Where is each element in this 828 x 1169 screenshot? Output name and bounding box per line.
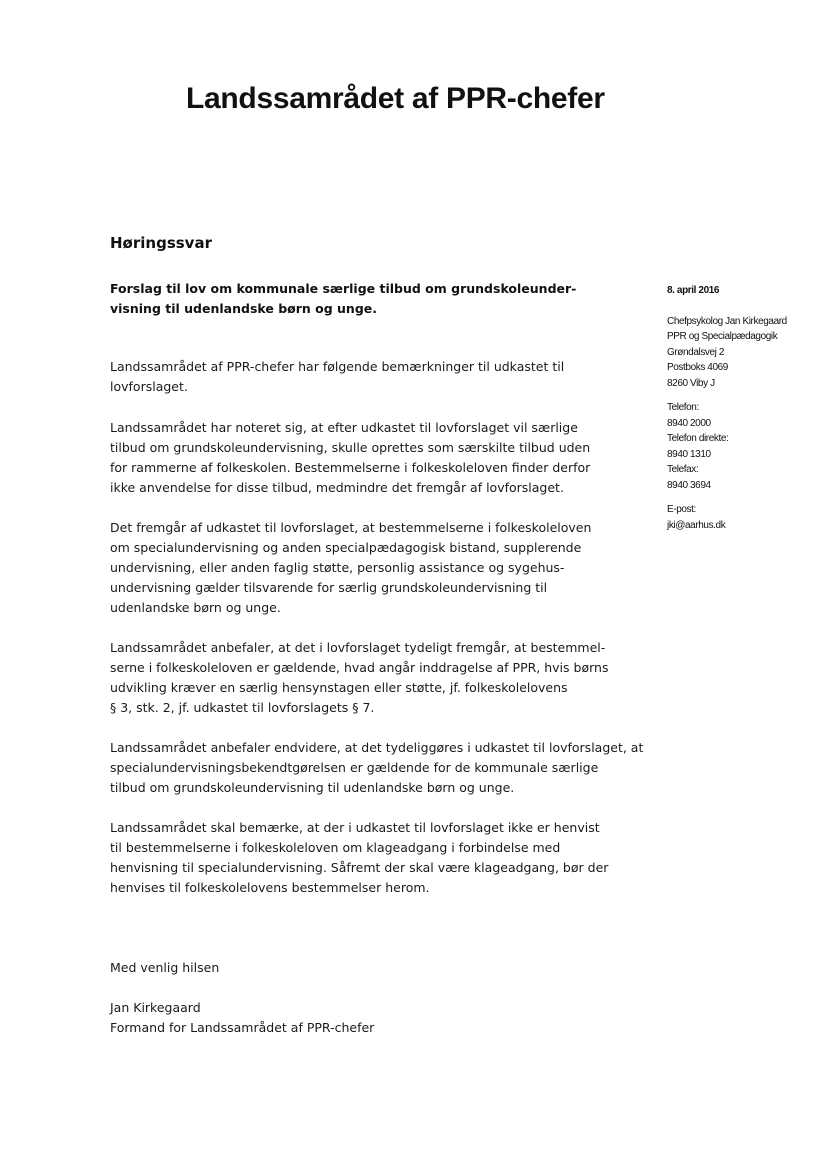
direct-phone-value: 8940 1310 [667,448,711,460]
body-paragraph [110,418,670,498]
signature-block [110,998,374,1038]
subject-line: Forslag til lov om kommunale særlige tilbud om grundskoleunder- [110,281,577,296]
subject-line: visning til udenlandske børn og unge. [110,301,377,316]
contact-numbers [667,400,817,493]
paragraph-line: serne i folkeskoleloven er gældende, hvad angår inddragelse af PPR, hvis børns [110,660,609,675]
paragraph-line: Det fremgår af udkastet til lovforslaget, at bestemmelserne i folkeskoleloven [110,520,592,535]
paragraph-line: Landssamrådet anbefaler endvidere, at det tydeliggøres i udkastet til lovforslaget, at [110,740,644,755]
email-value: jki@aarhus.dk [667,519,726,531]
paragraph-line: Landssamrådet anbefaler, at det i lovforslaget tydeligt fremgår, at bestemmel- [110,640,606,655]
fax-label: Telefax: [667,464,699,475]
sender-line: Grøndalsvej 2 [667,346,725,358]
phone-label: Telefon: [667,402,699,413]
body-paragraph [110,638,670,718]
subject-heading [110,279,620,319]
paragraph-line: om specialundervisning og anden specialpædagogisk bistand, supplerende [110,540,582,555]
direct-phone-label: Telefon direkte: [667,433,729,444]
page-title: Landssamrådet af PPR-chefer [186,82,605,115]
paragraph-line: undervisning gælder tilsvarende for særlig grundskoleundervisning til [110,580,548,595]
body-paragraph [110,518,670,618]
sender-info-sidebar [667,283,817,542]
paragraph-line: Landssamrådet skal bemærke, at der i udkastet til lovforslaget ikke er henvist [110,820,600,835]
paragraph-line: § 3, stk. 2, jf. udkastet til lovforslagets § 7. [110,700,375,715]
sender-line: 8260 Viby J [667,377,715,389]
paragraph-line: udenlandske børn og unge. [110,600,281,615]
closing-greeting [110,958,219,978]
paragraph-line: til bestemmelserne i folkeskoleloven om klageadgang i forbindelse med [110,840,561,855]
email-block [667,502,817,533]
paragraph-line: henvisning til specialundervisning. Såfremt der skal være klageadgang, bør der [110,860,609,875]
phone-value: 8940 2000 [667,417,711,429]
document-type-heading: Høringssvar [110,234,212,252]
paragraph-line: udvikling kræver en særlig hensynstagen eller støtte, jf. folkeskolelovens [110,680,568,695]
paragraph-line: henvises til folkeskolelovens bestemmelser herom. [110,880,430,895]
paragraph-line: ikke anvendelse for disse tilbud, medmindre det fremgår af lovforslaget. [110,480,564,495]
paragraph-line: tilbud om grundskoleundervisning, skulle oprettes som særskilte tilbud uden [110,440,591,455]
paragraph-line: tilbud om grundskoleundervisning til udenlandske børn og unge. [110,780,515,795]
sender-line: Chefpsykolog Jan Kirkegaard [667,315,787,327]
paragraph-line: undervisning, eller anden faglig støtte, personlig assistance og sygehus- [110,560,565,575]
fax-value: 8940 3694 [667,479,711,491]
body-paragraph [110,818,670,898]
sender-line: PPR og Specialpædagogik [667,331,778,342]
signer-name: Jan Kirkegaard [110,1000,201,1015]
body-paragraph [110,357,670,397]
sender-address [667,314,817,392]
signer-title: Formand for Landssamrådet af PPR-chefer [110,1020,375,1035]
body-paragraph [110,738,670,798]
paragraph-line: specialundervisningsbekendtgørelsen er gældende for de kommunale særlige [110,760,599,775]
paragraph-line: Landssamrådet af PPR-chefer har følgende bemærkninger til udkastet til [110,359,565,374]
paragraph-line: lovforslaget. [110,379,188,394]
letter-date: 8. april 2016 [667,285,720,296]
paragraph-line: for rammerne af folkeskolen. Bestemmelserne i folkeskoleloven finder derfor [110,460,591,475]
sender-line: Postboks 4069 [667,362,728,373]
email-label: E-post: [667,504,696,515]
greeting-text: Med venlig hilsen [110,960,220,975]
paragraph-line: Landssamrådet har noteret sig, at efter udkastet til lovforslaget vil særlige [110,420,578,435]
